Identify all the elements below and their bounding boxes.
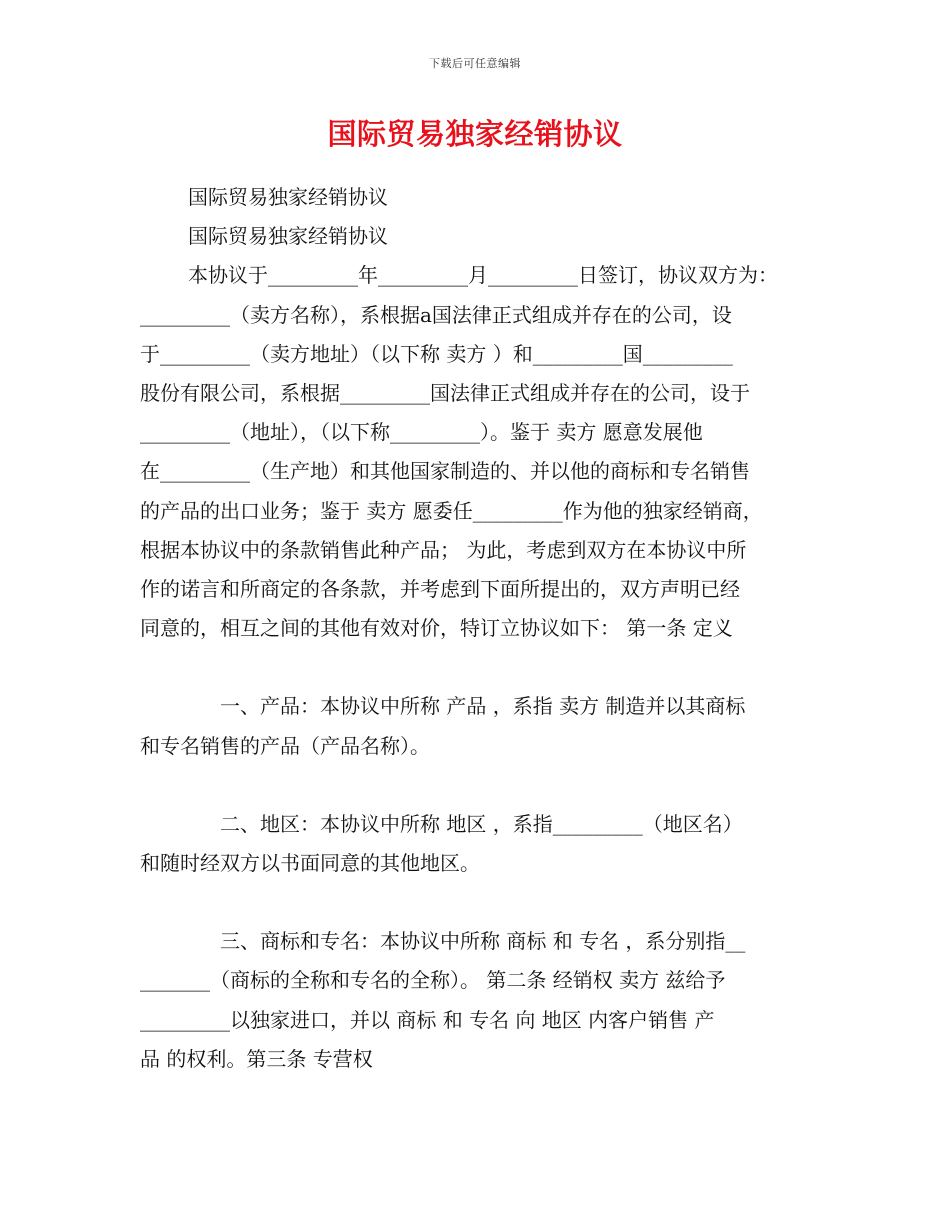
clause-line: 二、地区：本协议中所称 地区 ，系指_________（地区名） (220, 811, 743, 836)
paragraph-line: _________（地址），（以下称_________）。鉴于 卖方 愿意发展他 (140, 420, 703, 445)
paragraph-line: 作的诺言和所商定的各条款，并考虑到下面所提出的，双方声明已经 (140, 577, 740, 602)
clause-line: _________以独家进口，并以 商标 和 专名 向 地区 内客户销售 产 (140, 1007, 715, 1032)
paragraph-gap (140, 766, 820, 805)
subtitle-line: 国际贸易独家经销协议 (188, 185, 388, 209)
page-header-note: 下载后可任意编辑 (429, 57, 521, 70)
document-title: 国际贸易独家经销协议 (327, 117, 623, 151)
paragraph-line: 根据本协议中的条款销售此种产品； 为此，考虑到双方在本协议中所 (140, 537, 747, 562)
paragraph-line: _________（卖方名称），系根据a国法律正式组成并存在的公司，设 (140, 302, 732, 327)
clause-line: 和随时经双方以书面同意的其他地区。 (140, 851, 480, 876)
clause-line: 品 的权利。第三条 专营权 (140, 1046, 373, 1071)
paragraph-line: 于_________（卖方地址）（以下称 卖方 ）和_________国_________ (140, 341, 733, 366)
paragraph-gap (140, 883, 820, 922)
clause-line: _______（商标的全称和专名的全称）。 第二条 经销权 卖方 兹给予 (140, 968, 726, 993)
paragraph-line: 本协议于_________年_________月_________日签订，协议双方为： (188, 263, 778, 288)
paragraph-line: 的产品的出口业务；鉴于 卖方 愿委任_________作为他的独家经销商， (140, 498, 763, 523)
paragraph-line: 股份有限公司，系根据_________国法律正式组成并存在的公司，设于 (140, 381, 750, 406)
paragraph-line: 在_________（生产地）和其他国家制造的、并以他的商标和专名销售 (140, 459, 750, 484)
clause-line: 三、商标和专名：本协议中所称 商标 和 专名 ，系分别指__ (220, 929, 746, 954)
paragraph-line: 同意的，相互之间的其他有效对价，特订立协议如下： 第一条 定义 (140, 616, 733, 641)
clause-line: 一、产品：本协议中所称 产品 ，系指 卖方 制造并以其商标 (220, 694, 746, 719)
clause-line: 和专名销售的产品（产品名称）。 (140, 733, 430, 758)
subtitle-line: 国际贸易独家经销协议 (188, 224, 388, 249)
paragraph-gap (140, 648, 820, 687)
document-body (140, 178, 820, 1079)
